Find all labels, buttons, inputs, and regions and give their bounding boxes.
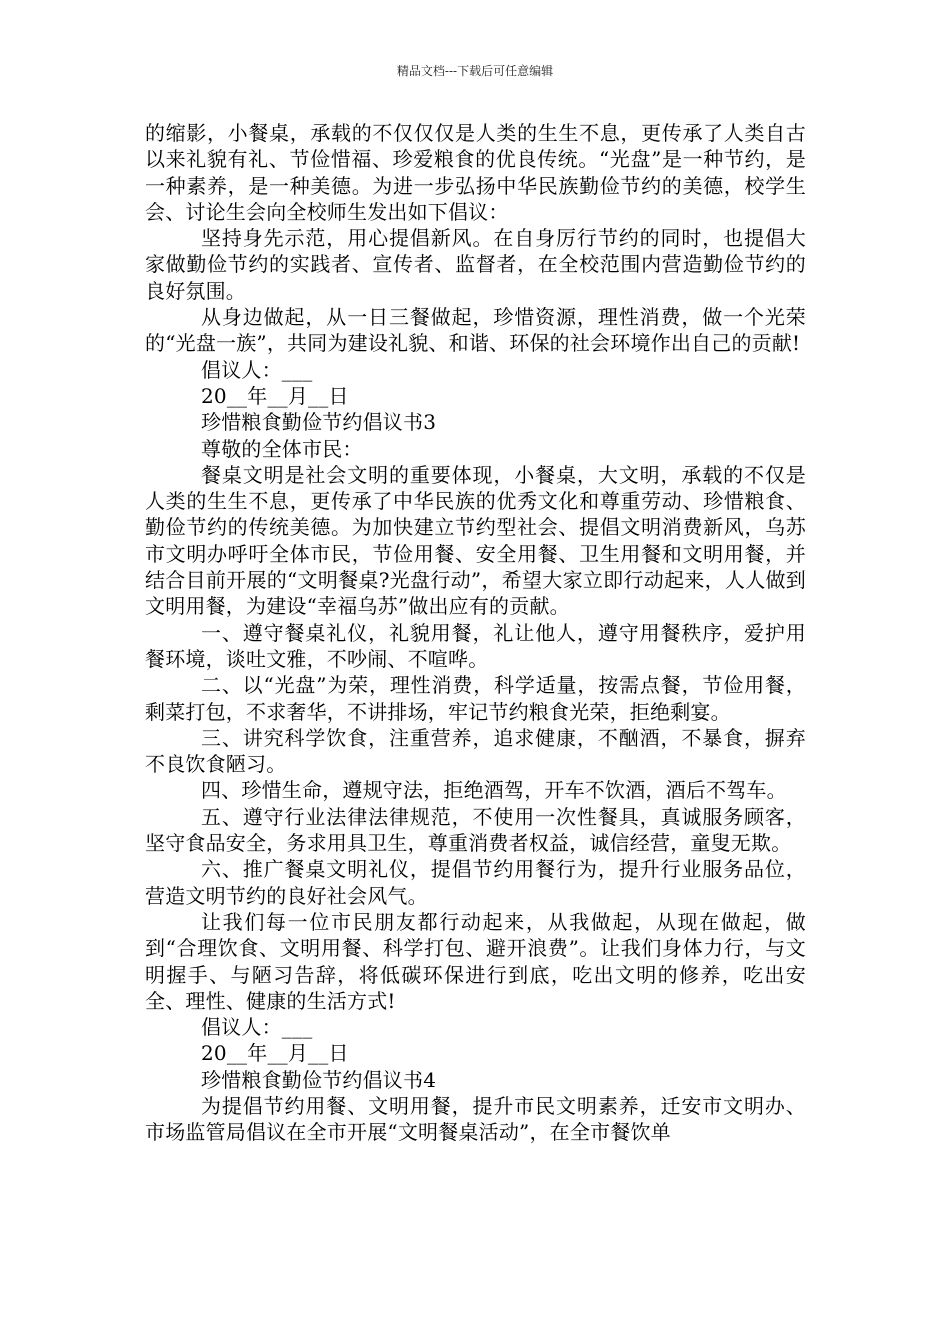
section-title: 珍惜粮食勤俭节约倡议书3 [201,410,437,435]
paragraph: 从身边做起，从一日三餐做起，珍惜资源，理性消费，做一个光荣的“光盘一族”，共同为建设礼貌、和谐、环保的社会环境作出自己的贡献! [145,305,806,356]
list-item: 三、讲究科学饮食，注重营养，追求健康，不酗酒，不暴食，摒弃不良饮食陋习。 [145,725,806,777]
date-line: 20__年__月__日 [201,1041,349,1066]
list-item: 六、推广餐桌文明礼仪，提倡节约用餐行为，提升行业服务品位，营造文明节约的良好社会风气。 [145,857,806,908]
paragraph: 坚持身先示范，用心提倡新风。在自身厉行节约的同时，也提倡大家做勤俭节约的实践者、宣传者、监督者，在全校范围内营造勤俭节约的良好氛围。 [145,226,806,303]
signature-line: 倡议人：___ [201,357,313,382]
paragraph: 的缩影，小餐桌，承载的不仅仅仅是人类的生生不息，更传承了人类自古以来礼貌有礼、节俭惜福、珍爱粮食的优良传统。“光盘”是一种节约，是一种素养，是一种美德。为进一步弘扬中华民族勤俭节约的美德，校学生会、讨论生会向全校师生发出如下倡议： [145,121,806,224]
list-item: 五、遵守行业法律法律规范，不使用一次性餐具，真诚服务顾客，坚守食品安全，务求用具卫生，尊重消费者权益，诚信经营，童叟无欺。 [145,804,806,856]
paragraph: 让我们每一位市民朋友都行动起来，从我做起，从现在做起，做到“合理饮食、文明用餐、科学打包、避开浪费”。让我们身体力行，与文明握手、与陋习告辞，将低碳环保进行到底，吃出文明的修养，吃出安全、理性、健康的生活方式! [145,909,806,1013]
signature-line: 倡议人：___ [201,1015,313,1040]
list-item: 一、遵守餐桌礼仪，礼貌用餐，礼让他人，遵守用餐秩序，爱护用餐环境，谈吐文雅，不吵闹、不喧哗。 [145,620,806,671]
section-title: 珍惜粮食勤俭节约倡议书4 [201,1067,437,1092]
paragraph: 为提倡节约用餐、文明用餐，提升市民文明素养，迁安市文明办、市场监管局倡议在全市开展“文明餐桌活动”，在全市餐饮单 [145,1093,806,1145]
page-header: 精品文档---下载后可任意编辑 [396,64,554,78]
paragraph: 餐桌文明是社会文明的重要体现，小餐桌，大文明，承载的不仅是人类的生生不息，更传承了中华民族的优秀文化和尊重劳动、珍惜粮食、勤俭节约的传统美德。为加快建立节约型社会、提倡文明消费新风，乌苏市文明办呼吁全体市民，节俭用餐、安全用餐、卫生用餐和文明用餐，并结合目前开展的“文明餐桌?光盘行动”，希望大家立即行动起来，人人做到文明用餐，为建设“幸福乌苏”做出应有的贡献。 [145,462,806,619]
document-body [145,120,806,1146]
salutation: 尊敬的全体市民： [201,436,363,461]
date-line: 20__年__月__日 [201,383,349,408]
list-item: 二、以“光盘”为荣，理性消费，科学适量，按需点餐，节俭用餐，剩菜打包，不求奢华，不讲排场，牢记节约粮食光荣，拒绝剩宴。 [145,673,806,724]
list-item: 四、珍惜生命，遵规守法，拒绝酒驾，开车不饮酒，酒后不驾车。 [201,778,787,803]
